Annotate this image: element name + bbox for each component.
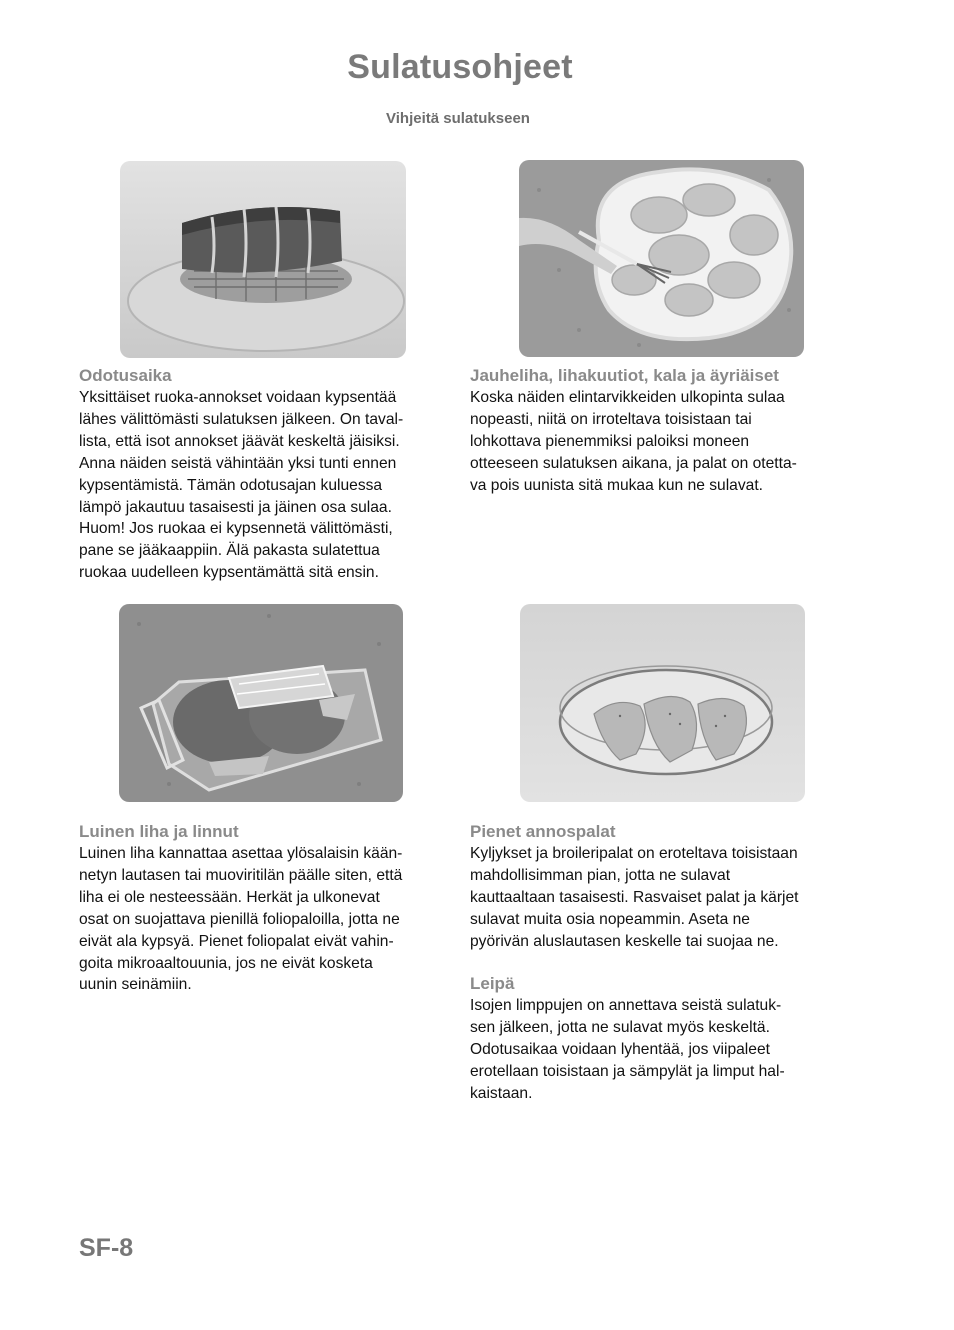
text-line: kaistaan. xyxy=(470,1084,533,1102)
text-line: goita mikroaaltouunia, jos ne eivät kosketa xyxy=(79,954,373,972)
text-line: osat on suojattava pienillä foliopaloilla, jotta ne xyxy=(79,910,400,928)
text-line: nopeasti, niitä on irroteltava toisistaan tai xyxy=(470,410,752,428)
chicken-legs-glass-dish-photo xyxy=(520,604,805,802)
section-body-luinen-liha xyxy=(79,843,402,996)
page-subtitle: Vihjeitä sulatukseen xyxy=(386,110,530,127)
text-line: kauttaaltaan tasaisesti. Rasvaiset palat ja kärjet xyxy=(470,888,799,906)
text-line: Luinen liha kannattaa asettaa ylösalaisin kään- xyxy=(79,845,403,862)
text-line: lista, että isot annokset jäävät keskeltä jäisiksi. xyxy=(79,432,400,450)
section-heading-odotusaika: Odotusaika xyxy=(79,366,172,385)
text-line: Huom! Jos ruokaa ei kypsennetä välittömästi, xyxy=(79,520,393,538)
section-body-pienet-annospalat xyxy=(470,843,799,953)
section-heading-jauheliha: Jauheliha, lihakuutiot, kala ja äyriäiset xyxy=(470,366,779,385)
text-line: kypsentämistä. Tämän odotusajan kuluessa xyxy=(79,476,383,494)
text-line: Isojen limppujen on annettava seistä sulatuk- xyxy=(470,997,782,1014)
text-line: Odotusaikaa voidaan lyhentää, jos viipaleet xyxy=(470,1040,770,1058)
section-heading-luinen-liha: Luinen liha ja linnut xyxy=(79,822,239,841)
page-title: Sulatusohjeet xyxy=(347,48,573,86)
text-line: uunin seinämiin. xyxy=(79,976,192,994)
text-line: Kyljykset ja broileripalat on eroteltava toisistaan xyxy=(470,845,798,862)
text-line: ruokaa uudelleen kypsentämättä sitä ensin. xyxy=(79,564,379,582)
text-line: Yksittäiset ruoka-annokset voidaan kypsentää xyxy=(79,389,397,406)
text-line: netyn lautasen tai muoviritilän päälle siten, että xyxy=(79,866,403,884)
text-line: Anna näiden seistä vähintään yksi tunti ennen xyxy=(79,454,397,472)
text-line: sulavat muita osia nopeammin. Aseta ne xyxy=(470,910,750,928)
section-body-odotusaika xyxy=(79,387,403,584)
page-number: SF-8 xyxy=(79,1234,134,1262)
text-line: lohkottava pienemmiksi paloiksi moneen xyxy=(470,432,750,450)
section-heading-pienet-annospalat: Pienet annospalat xyxy=(470,822,616,841)
fish-pieces-fork-photo xyxy=(519,160,804,357)
text-line: liha ei ole nesteessään. Herkät ja ulkonevat xyxy=(79,888,380,906)
text-line: pane se jääkaappiin. Älä pakasta sulatettua xyxy=(79,542,380,560)
roast-on-rack-photo xyxy=(120,161,406,358)
text-line: va pois uunista sitä mukaa kun ne sulavat. xyxy=(470,476,763,494)
text-line: otteeseen sulatuksen aikana, ja palat on otetta- xyxy=(470,454,797,472)
chicken-foil-dish-photo xyxy=(119,604,403,802)
section-body-jauheliha xyxy=(470,387,797,497)
text-line: lämpö jakautuu tasaisesti ja jäinen osa sulaa. xyxy=(79,498,392,516)
section-heading-leipa: Leipä xyxy=(470,974,515,993)
text-line: Koska näiden elintarvikkeiden ulkopinta sulaa xyxy=(470,389,785,406)
text-line: sen jälkeen, jotta ne sulavat myös keskeltä. xyxy=(470,1018,770,1036)
text-line: mahdollisimman pian, jotta ne sulavat xyxy=(470,866,731,884)
text-line: lähes välittömästi sulatuksen jälkeen. On taval- xyxy=(79,410,404,428)
section-body-leipa xyxy=(470,995,785,1105)
text-line: pyörivän aluslautasen keskelle tai suojaa ne. xyxy=(470,932,779,950)
text-line: erotellaan toisistaan ja sämpylät ja limput hal- xyxy=(470,1062,785,1080)
text-line: eivät ala kypsyä. Pienet foliopalat eivät vahin- xyxy=(79,932,394,950)
